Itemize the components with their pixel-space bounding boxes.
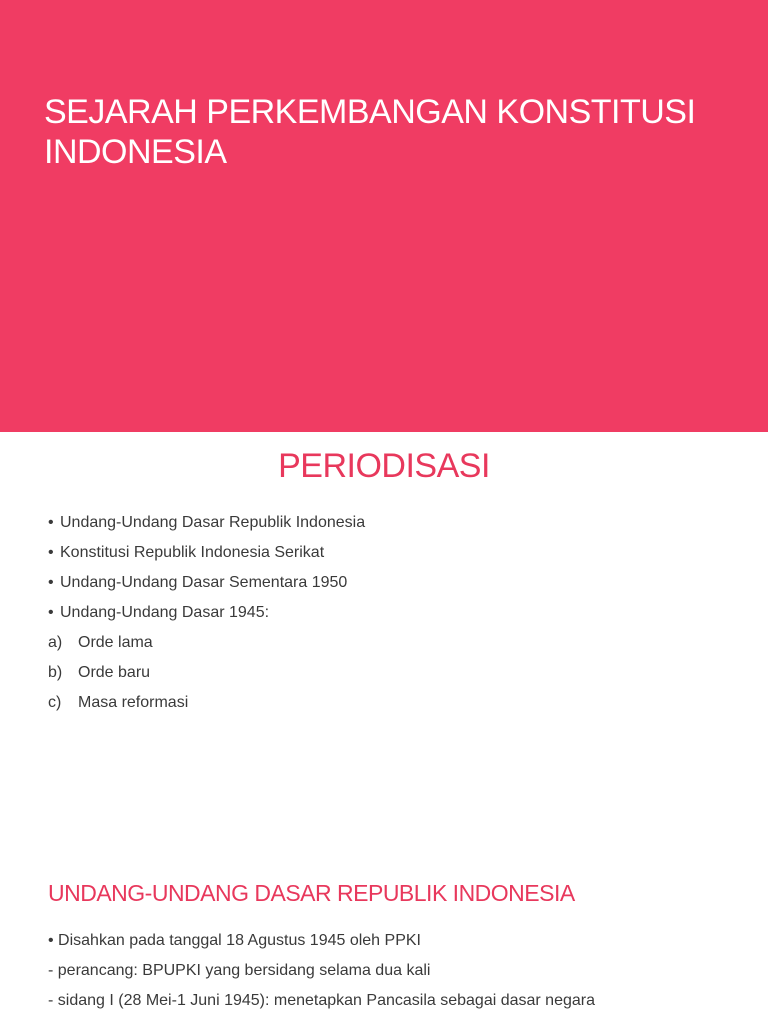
bullet-marker: • [48,574,54,591]
body-line: - sidang I (28 Mei-1 Juni 1945): menetapkan Pancasila sebagai dasar negara [48,992,595,1009]
uud-ri-body [48,926,595,1016]
list-item [48,688,365,718]
list-item [48,568,365,598]
list-item [48,658,365,688]
bullet-marker: • [48,604,54,621]
list-item [48,598,365,628]
list-item-text: Masa reformasi [78,694,189,711]
list-item-text: Orde lama [78,634,153,651]
list-item-text: Orde baru [78,664,151,681]
title-slide [0,0,768,432]
list-item [48,508,365,538]
list-item-text: Undang-Undang Dasar Republik Indonesia [60,514,366,531]
body-line: - perancang: BPUPKI yang bersidang selama dua kali [48,962,431,979]
periodisasi-heading: PERIODISASI [278,447,490,485]
bullet-marker: • [48,514,54,531]
list-item-text: Undang-Undang Dasar 1945: [60,604,270,621]
uud-ri-heading: UNDANG-UNDANG DASAR REPUBLIK INDONESIA [48,880,575,906]
body-line: • Disahkan pada tanggal 18 Agustus 1945 oleh PPKI [48,932,421,949]
uud-ri-slide [0,852,768,1024]
letter-marker: b) [48,664,63,681]
list-item [48,538,365,568]
list-item [48,628,365,658]
list-item-text: Undang-Undang Dasar Sementara 1950 [60,574,348,591]
list-item-text: Konstitusi Republik Indonesia Serikat [60,544,325,561]
bullet-marker: • [48,544,54,561]
letter-marker: c) [48,694,62,711]
letter-marker: a) [48,634,63,651]
periodisasi-list [48,508,365,718]
periodisasi-slide [0,432,768,852]
title-slide-heading: SEJARAH PERKEMBANGAN KONSTITUSI INDONESIA [44,92,696,171]
